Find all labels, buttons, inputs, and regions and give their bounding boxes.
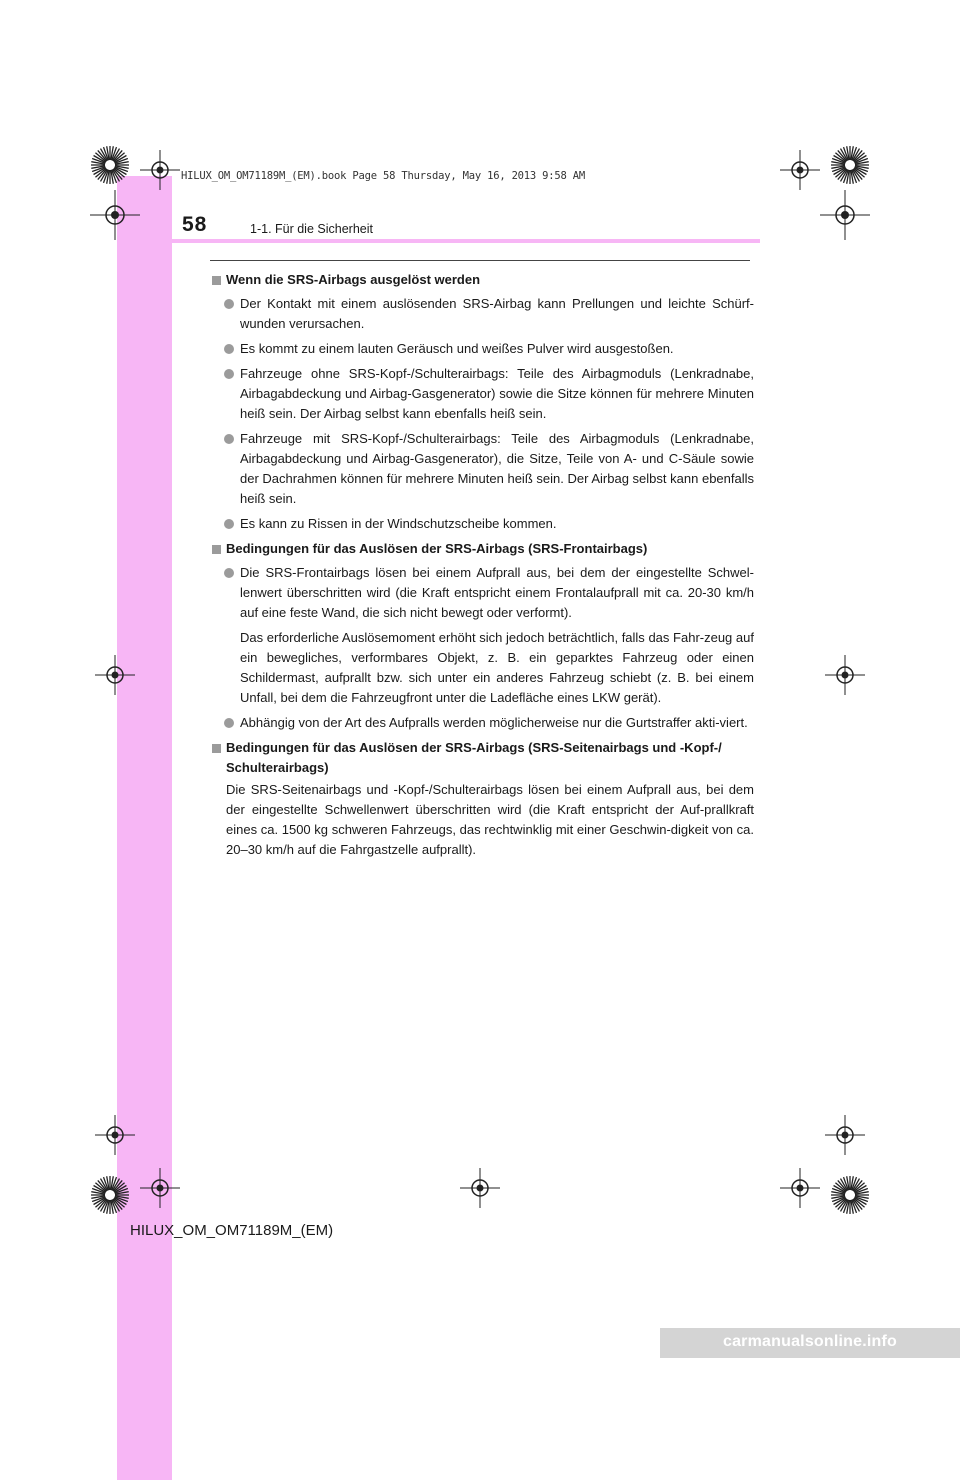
document-code: HILUX_OM_OM71189M_(EM)	[130, 1222, 334, 1239]
round-bullet-icon	[224, 568, 234, 578]
pink-side-bar	[117, 176, 172, 1480]
list-item: Der Kontakt mit einem auslösenden SRS-Airbag kann Prellungen und leichte Schürf-wunden verursachen.	[210, 294, 754, 334]
list-item: Fahrzeuge ohne SRS-Kopf-/Schulterairbags: Teile des Airbagmoduls (Lenkradnabe, Airbagabdeckung und Airbag-Gasgenerator) sowie die Sitze können für mehrere Minuten heiß sein. Der Airbag selbst kann ebenfalls heiß sein.	[210, 364, 754, 424]
section-heading: Bedingungen für das Auslösen der SRS-Airbags (SRS-Frontairbags)	[210, 539, 754, 559]
starburst-mark-icon	[80, 135, 140, 195]
watermark[interactable]	[660, 1328, 960, 1358]
paragraph: Das erforderliche Auslösemoment erhöht sich jedoch beträchtlich, falls das Fahr-zeug auf ein bewegliches, verformbares Objekt, z. B. ein geparktes Fahrzeug oder einen Schildermast, aufprallt bzw. sich unter ein anderes Fahrzeug schiebt (z. B. bei einem Unfall, bei dem die Fahrzeugfront unter die Ladefläche eines LKW gerät).	[240, 630, 754, 705]
crosshair-mark-icon	[90, 190, 140, 240]
section-title: 1-1. Für die Sicherheit	[250, 222, 373, 236]
round-bullet-icon	[224, 344, 234, 354]
round-bullet-icon	[224, 369, 234, 379]
starburst-mark-icon	[80, 1165, 140, 1225]
paragraph: Die SRS-Seitenairbags und -Kopf-/Schulterairbags lösen bei einem Aufprall aus, bei dem der eingestellte Schwellenwert überschritten wird (die Kraft entspricht der Auf-prallkraft eines ca. 1500 kg schweren Fahrzeugs, das rechtwinklig mit einer Geschwin-digkeit von ca. 20–30 km/h auf die Fahrgastzelle aufprallt).	[226, 782, 754, 857]
page-content	[210, 270, 754, 865]
square-bullet-icon	[212, 545, 221, 554]
crosshair-mark-icon	[140, 1168, 180, 1208]
crosshair-mark-icon	[140, 150, 180, 190]
pink-header-rule	[117, 239, 760, 243]
watermark-text: carmanualsonline.info	[722, 1333, 897, 1350]
square-bullet-icon	[212, 744, 221, 753]
crosshair-mark-icon	[820, 190, 870, 240]
starburst-mark-icon	[820, 1165, 880, 1225]
crosshair-mark-icon	[825, 1115, 865, 1155]
crosshair-mark-icon	[95, 655, 135, 695]
list-item: Die SRS-Frontairbags lösen bei einem Aufprall aus, bei dem der eingestellte Schwel-lenwert überschritten wird (die Kraft entspricht einem Frontalaufprall mit ca. 20-30 km/h auf eine feste Wand, die sich nicht bewegt oder verformt).	[210, 563, 754, 623]
crosshair-mark-icon	[95, 1115, 135, 1155]
list-item: Es kommt zu einem lauten Geräusch und weißes Pulver wird ausgestoßen.	[210, 339, 754, 359]
round-bullet-icon	[224, 434, 234, 444]
crosshair-mark-icon	[825, 655, 865, 695]
list-item: Es kann zu Rissen in der Windschutzscheibe kommen.	[210, 514, 754, 534]
crosshair-mark-icon	[780, 150, 820, 190]
crosshair-mark-icon	[780, 1168, 820, 1208]
square-bullet-icon	[212, 276, 221, 285]
round-bullet-icon	[224, 718, 234, 728]
crosshair-mark-icon	[460, 1168, 500, 1208]
starburst-mark-icon	[820, 135, 880, 195]
book-stamp: HILUX_OM_OM71189M_(EM).book Page 58 Thursday, May 16, 2013 9:58 AM	[181, 170, 586, 182]
section-heading: Bedingungen für das Auslösen der SRS-Airbags (SRS-Seitenairbags und -Kopf-/ Schulterairbags)	[210, 738, 754, 778]
list-item: Abhängig von der Art des Aufpralls werden möglicherweise nur die Gurtstraffer akti-viert.	[210, 713, 754, 733]
content-top-rule	[210, 260, 750, 261]
list-item: Fahrzeuge mit SRS-Kopf-/Schulterairbags: Teile des Airbagmoduls (Lenkradnabe, Airbagabdeckung und Airbag-Gasgenerator), die Sitze, Teile von A- und C-Säule sowie der Dachrahmen können für mehrere Minuten heiß sein. Der Airbag selbst kann ebenfalls heiß sein.	[210, 429, 754, 509]
section-heading: Wenn die SRS-Airbags ausgelöst werden	[210, 270, 754, 290]
round-bullet-icon	[224, 299, 234, 309]
page-number: 58	[182, 213, 208, 236]
round-bullet-icon	[224, 519, 234, 529]
